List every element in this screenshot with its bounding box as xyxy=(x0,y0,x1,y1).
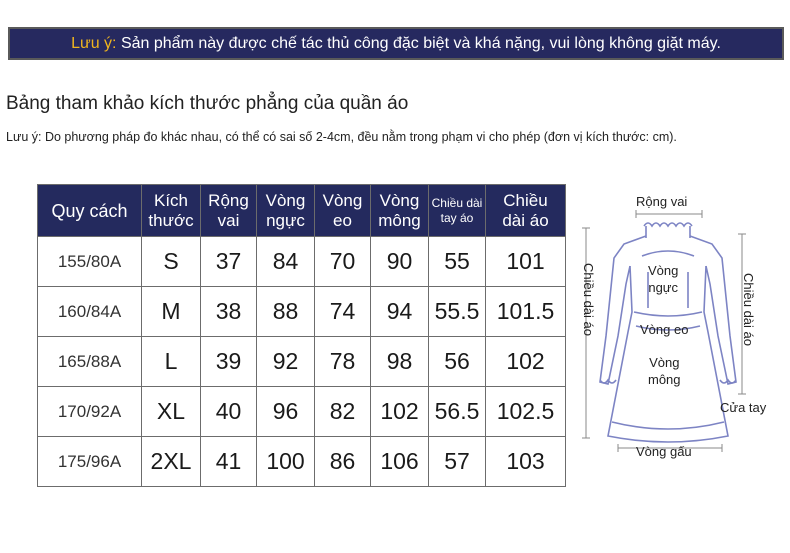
cell-sleeve-length: 55.5 xyxy=(429,287,486,337)
header-size: Kích thước xyxy=(142,185,201,237)
cell-spec: 175/96A xyxy=(38,437,142,487)
cell-waist: 78 xyxy=(315,337,371,387)
header-sleeve-length: Chiều dài tay áo xyxy=(429,185,486,237)
garment-diagram xyxy=(578,186,778,476)
header-chest: Vòng ngực xyxy=(257,185,315,237)
notice-banner xyxy=(8,27,784,60)
header-shoulder: Rộng vai xyxy=(201,185,257,237)
table-row xyxy=(38,437,566,487)
cell-chest: 100 xyxy=(257,437,315,487)
header-waist: Vòng eo xyxy=(315,185,371,237)
notice-label: Lưu ý: xyxy=(71,34,117,52)
cell-sleeve-length: 57 xyxy=(429,437,486,487)
label-dress-length: Chiều dài áo xyxy=(581,263,596,336)
cell-chest: 96 xyxy=(257,387,315,437)
cell-waist: 86 xyxy=(315,437,371,487)
cell-shoulder: 40 xyxy=(201,387,257,437)
cell-hip: 94 xyxy=(371,287,429,337)
cell-waist: 82 xyxy=(315,387,371,437)
cell-hip: 106 xyxy=(371,437,429,487)
header-spec: Quy cách xyxy=(38,185,142,237)
label-waist: Vòng eo xyxy=(640,322,689,337)
cell-length: 101 xyxy=(486,237,566,287)
cell-chest: 92 xyxy=(257,337,315,387)
cell-spec: 155/80A xyxy=(38,237,142,287)
label-hem: Vòng gấu xyxy=(636,444,692,459)
cell-length: 101.5 xyxy=(486,287,566,337)
cell-shoulder: 37 xyxy=(201,237,257,287)
cell-spec: 160/84A xyxy=(38,287,142,337)
cell-length: 103 xyxy=(486,437,566,487)
label-chest: Vòng ngực xyxy=(648,263,679,295)
cell-chest: 88 xyxy=(257,287,315,337)
table-row xyxy=(38,387,566,437)
table-row xyxy=(38,287,566,337)
cell-shoulder: 41 xyxy=(201,437,257,487)
cell-hip: 90 xyxy=(371,237,429,287)
page-title: Bảng tham khảo kích thước phẳng của quần áo xyxy=(6,93,409,114)
label-cuff: Cửa tay xyxy=(720,400,767,415)
size-table xyxy=(37,184,566,487)
cell-shoulder: 39 xyxy=(201,337,257,387)
cell-shoulder: 38 xyxy=(201,287,257,337)
cell-length: 102 xyxy=(486,337,566,387)
label-shoulder: Rộng vai xyxy=(636,194,688,209)
cell-waist: 74 xyxy=(315,287,371,337)
measurement-note: Lưu ý: Do phương pháp đo khác nhau, có thể có sai số 2-4cm, đều nằm trong phạm vi cho phép (đơn vị kích thước: cm). xyxy=(6,130,677,144)
table-row xyxy=(38,337,566,387)
cell-chest: 84 xyxy=(257,237,315,287)
header-length: Chiều dài áo xyxy=(486,185,566,237)
header-hip: Vòng mông xyxy=(371,185,429,237)
cell-hip: 98 xyxy=(371,337,429,387)
table-row xyxy=(38,237,566,287)
cell-hip: 102 xyxy=(371,387,429,437)
cell-size: 2XL xyxy=(142,437,201,487)
cell-sleeve-length: 56 xyxy=(429,337,486,387)
cell-size: S xyxy=(142,237,201,287)
cell-waist: 70 xyxy=(315,237,371,287)
cell-size: XL xyxy=(142,387,201,437)
cell-length: 102.5 xyxy=(486,387,566,437)
label-hip: Vòng mông xyxy=(648,355,681,387)
notice-text: Sản phẩm này được chế tác thủ công đặc biệt và khá nặng, vui lòng không giặt máy. xyxy=(116,34,721,52)
cell-spec: 165/88A xyxy=(38,337,142,387)
cell-size: L xyxy=(142,337,201,387)
cell-spec: 170/92A xyxy=(38,387,142,437)
label-sleeve-length: Chiều dài áo xyxy=(741,273,756,346)
table-header-row xyxy=(38,185,566,237)
cell-sleeve-length: 56.5 xyxy=(429,387,486,437)
cell-sleeve-length: 55 xyxy=(429,237,486,287)
cell-size: M xyxy=(142,287,201,337)
